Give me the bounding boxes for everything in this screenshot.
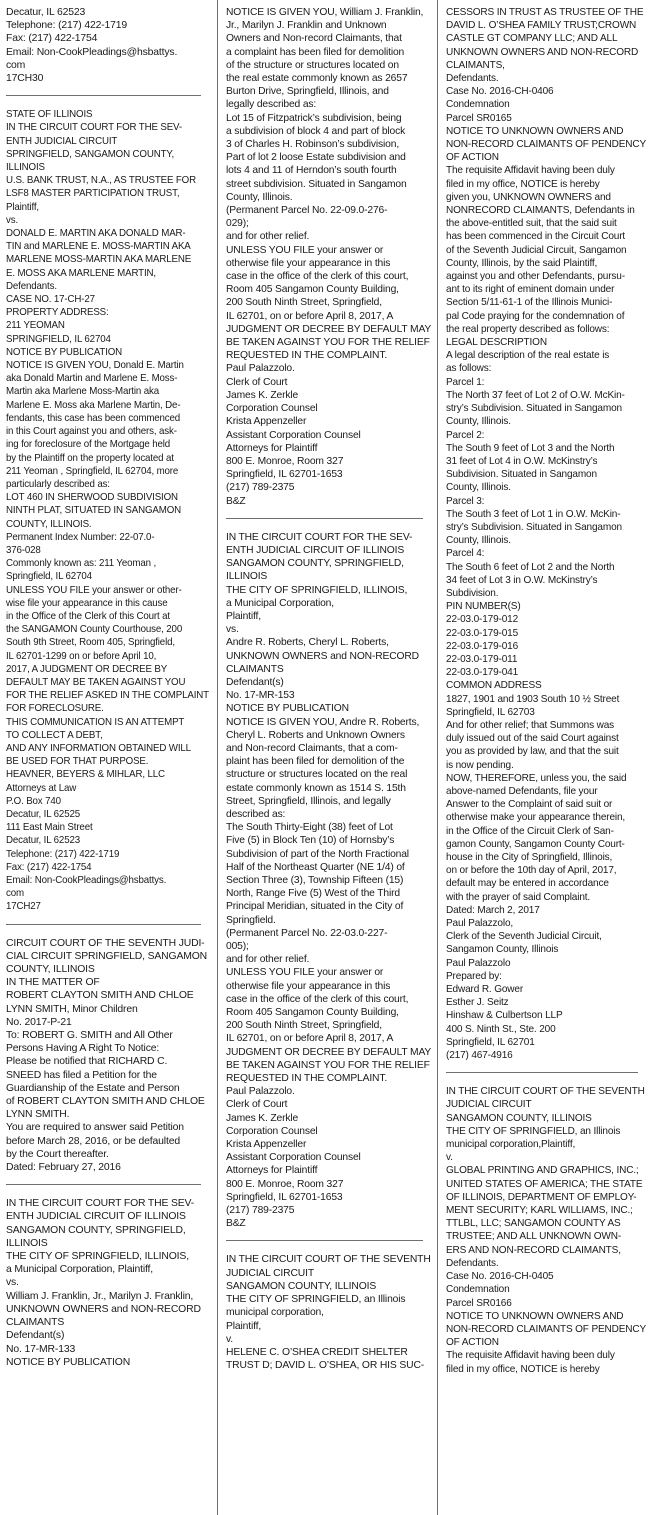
notice-separator (226, 518, 423, 519)
notice-separator (6, 95, 201, 96)
notice-text: IN THE CIRCUIT COURT FOR THE SEV- ENTH JUDICIAL CIRCUIT OF ILLINOIS SANGAMON COUNTY, SPRINGFIELD, ILLINOIS THE CITY OF SPRINGFIELD, ILLINOIS, a Municipal Corporation, Plaintiff, vs. Andre R. Roberts, Cheryl L. Roberts, UNKNOWN OWNERS and NON-RECORD CLAIMANTS Defendant(s) No. 17-MR-153 NOTICE BY PUBLICATION NOTICE IS GIVEN YOU, Andre R. Roberts, Cheryl L. Roberts and Unknown Owners and Non-record Claimants, that a com- plaint has been filed for demolition of the structure or structures located on the real estate commonly known as 1514 S. 15th Street, Springfield, Illinois, and legally described as: The South Thirty-Eight (38) feet of Lot Five (5) in Block Ten (10) of Hornsby’s Subdivision of part of the North Fractional Half of the Northeast Quarter (NE 1/4) of Section Three (3), Township Fifteen (15) North, Range Five (5) West of the Third Principal Meridian, situated in the City of Springfield. (Permanent Parcel No. 22-03.0-227- 005); and for other relief. UNLESS YOU FILE your answer or otherwise file your appearance in this case in the office of the clerk of this court, Room 405 Sangamon County Building, 200 South Ninth Street, Springfield, IL 62701, on or before April 8, 2017, A JUDGMENT OR DECREE BY DEFAULT MAY BE TAKEN AGAINST YOU FOR THE RELIEF REQUESTED IN THE COMPLAINT. Paul Palazzolo. Clerk of Court James K. Zerkle Corporation Counsel Krista Appenzeller Assistant Corporation Counsel Attorneys for Plaintiff 800 E. Monroe, Room 327 Springfield, IL 62701-1653 (217) 789-2375 B&Z (226, 531, 431, 1230)
notice-text: IN THE CIRCUIT COURT OF THE SEVENTH JUDICIAL CIRCUIT SANGAMON COUNTY, ILLINOIS THE CITY OF SPRINGFIELD, an Illinois municipal corporation, Plaintiff, v. HELENE C. O’SHEA CREDIT SHELTER TRUST D; DAVID L. O’SHEA, OR HIS SUC- (226, 1254, 431, 1372)
notice-text: CIRCUIT COURT OF THE SEVENTH JUDI- CIAL CIRCUIT SPRINGFIELD, SANGAMON COUNTY, ILLINOIS IN THE MATTER OF ROBERT CLAYTON SMITH AND CHLOE LYNN SMITH, Minor Children No. 2017-P-21 To: ROBERT G. SMITH and All Other Persons Having A Right To Notice: Please be notified that RICHARD C. SNEED has filed a Petition for the Guardianship of the Estate and Person of ROBERT CLAYTON SMITH AND CHLOE LYNN SMITH. You are required to answer said Petition before March 28, 2016, or be defaulted by the Court thereafter. Dated: February 27, 2016 (6, 937, 208, 1174)
column-left (6, 0, 209, 1515)
notice-separator (226, 1240, 423, 1241)
notice-text: STATE OF ILLINOIS IN THE CIRCUIT COURT FOR THE SEV- ENTH JUDICIAL CIRCUIT SPRINGFIELD, SANGAMON COUNTY, ILLINOIS U.S. BANK TRUST, N.A., AS TRUSTEE FOR LSF8 MASTER PARTICIPATION TRUST, Plaintiff, vs. DONALD E. MARTIN AKA DONALD MAR- TIN and MARLENE E. MOSS-MARTIN AKA MARLENE MOSS-MARTIN AKA MARLENE E. MOSS AKA MARLENE MARTIN, Defendants. CASE NO. 17-CH-27 PROPERTY ADDRESS: 211 YEOMAN SPRINGFIELD, IL 62704 NOTICE BY PUBLICATION NOTICE IS GIVEN YOU, Donald E. Martin aka Donald Martin and Marlene E. Moss- Martin aka Marlene Moss-Martin aka Marlene E. Moss aka Marlene Martin, De- fendants, this case has been commenced in this Court against you and others, ask- ing for foreclosure of the Mortgage held by the Plaintiff on the property located at 211 Yeoman , Springfield, IL 62704, more particularly described as: LOT 460 IN SHERWOOD SUBDIVISION NINTH PLAT, SITUATED IN SANGAMON COUNTY, ILLINOIS. Permanent Index Number: 22-07.0- 376-028 Commonly known as: 211 Yeoman , Springfield, IL 62704 UNLESS YOU FILE your answer or other- wise file your appearance in this cause in the Office of the Clerk of this Court at the SANGAMON County Courthouse, 200 South 9th Street, Room 405, Springfield, IL 62701-1299 on or before April 10, 2017, A JUDGMENT OR DECREE BY DEFAULT MAY BE TAKEN AGAINST YOU FOR THE RELIEF ASKED IN THE COMPLAINT FOR FORECLOSURE. THIS COMMUNICATION IS AN ATTEMPT TO COLLECT A DEBT, AND ANY INFORMATION OBTAINED WILL BE USED FOR THAT PURPOSE. HEAVNER, BEYERS & MIHLAR, LLC Attorneys at Law P.O. Box 740 Decatur, IL 62525 111 East Main Street Decatur, IL 62523 Telephone: (217) 422-1719 Fax: (217) 422-1754 Email: Non-CookPleadings@hsbattys. com 17CH27 (6, 109, 209, 913)
column-right (446, 0, 646, 1515)
notice-text: IN THE CIRCUIT COURT FOR THE SEV- ENTH JUDICIAL CIRCUIT OF ILLINOIS SANGAMON COUNTY, SPRINGFIELD, ILLINOIS THE CITY OF SPRINGFIELD, ILLINOIS, a Municipal Corporation, Plaintiff, vs. William J. Franklin, Jr., Marilyn J. Franklin, UNKNOWN OWNERS and NON-RECORD CLAIMANTS Defendant(s) No. 17-MR-133 NOTICE BY PUBLICATION (6, 1198, 201, 1368)
column-middle (226, 0, 431, 1515)
notice-separator (446, 1072, 638, 1073)
notice-text: CESSORS IN TRUST AS TRUSTEE OF THE DAVID L. O’SHEA FAMILY TRUST;CROWN CASTLE GT COMPANY LLC; AND ALL UNKNOWN OWNERS AND NON-RECORD CLAIMANTS, Defendants. Case No. 2016-CH-0406 Condemnation Parcel SR0165 NOTICE TO UNKNOWN OWNERS AND NON-RECORD CLAIMANTS OF PENDENCY OF ACTION The requisite Affidavit having been duly filed in my office, NOTICE is hereby given you, UNKNOWN OWNERS and NONRECORD CLAIMANTS, Defendants in the above-entitled suit, that the said suit has been commenced in the Circuit Court of the Seventh Judicial Circuit, Sangamon County, Illinois, by the said Plaintiff, against you and other Defendants, pursu- ant to its right of eminent domain under Section 5/11-61-1 of the Illinois Munici- pal Code praying for the condemnation of the real property described as follows: LEGAL DESCRIPTION A legal description of the real estate is as follows: Parcel 1: The North 37 feet of Lot 2 of O.W. McKin- stry’s Subdivision. Situated in Sangamon County, Illinois. Parcel 2: The South 9 feet of Lot 3 and the North 31 feet of Lot 4 in O.W. McKinstry’s Subdivision. Situated in Sangamon County, Illinois. Parcel 3: The South 3 feet of Lot 1 in O.W. McKin- stry’s Subdivision. Situated in Sangamon County, Illinois. Parcel 4: The South 6 feet of Lot 2 and the North 34 feet of Lot 3 in O.W. McKinstry’s Subdivision. PIN NUMBER(S) 22-03.0-179-012 22-03.0-179-015 22-03.0-179-016 22-03.0-179-011 22-03.0-179-041 COMMON ADDRESS 1827, 1901 and 1903 South 10 ½ Street Springfield, IL 62703 And for other relief; that Summons was duly issued out of the said Court against you as provided by law, and that the suit is now pending. NOW, THEREFORE, unless you, the said above-named Defendants, file your Answer to the Complaint of said suit or otherwise make your appearance therein, in the Office of the Circuit Clerk of San- gamon County, Sangamon County Court- house in the City of Springfield, Illinois, on or before the 10th day of April, 2017, default may be entered in accordance with the prayer of said Complaint. Dated: March 2, 2017 Paul Palazzolo, Clerk of the Seventh Judicial Circuit, Sangamon County, Illinois Paul Palazzolo Prepared by: Edward R. Gower Esther J. Seitz Hinshaw & Culbertson LLP 400 S. Ninth St., Ste. 200 Springfield, IL 62701 (217) 467-4916 (446, 7, 646, 1062)
notice-text: NOTICE IS GIVEN YOU, William J. Franklin, Jr., Marilyn J. Franklin and Unknown Owners and Non-record Claimants, that a complaint has been filed for demolition of the structure or structures located on the real estate commonly known as 2657 Burton Drive, Springfield, Illinois, and legally described as: Lot 15 of Fitzpatrick’s subdivision, being a subdivision of block 4 and part of block 3 of Charles H. Robinson’s subdivision, Part of lot 2 loose Estate subdivision and lots 4 and 11 of Herndon’s south fourth street subdivision. Situated in Sangamon County, Illinois. (Permanent Parcel No. 22-09.0-276- 029); and for other relief. UNLESS YOU FILE your answer or otherwise file your appearance in this case in the office of the clerk of this court, Room 405 Sangamon County Building, 200 South Ninth Street, Springfield, IL 62701, on or before April 8, 2017, A JUDGMENT OR DECREE BY DEFAULT MAY BE TAKEN AGAINST YOU FOR THE RELIEF REQUESTED IN THE COMPLAINT. Paul Palazzolo. Clerk of Court James K. Zerkle Corporation Counsel Krista Appenzeller Assistant Corporation Counsel Attorneys for Plaintiff 800 E. Monroe, Room 327 Springfield, IL 62701-1653 (217) 789-2375 B&Z (226, 7, 431, 507)
notice-text: Decatur, IL 62523 Telephone: (217) 422-1719 Fax: (217) 422-1754 Email: Non-CookPleadings@hsbattys. com 17CH30 (6, 7, 178, 85)
notice-text: IN THE CIRCUIT COURT OF THE SEVENTH JUDICIAL CIRCUIT SANGAMON COUNTY, ILLINOIS THE CITY OF SPRINGFIELD, an Illinois municipal corporation,Plaintiff, v. GLOBAL PRINTING AND GRAPHICS, INC.; UNITED STATES OF AMERICA; THE STATE OF ILLINOIS, DEPARTMENT OF EMPLOY- MENT SECURITY; KARL WILLIAMS, INC.; TTLBL, LLC; SANGAMON COUNTY AS TRUSTEE; AND ALL UNKNOWN OWN- ERS AND NON-RECORD CLAIMANTS, Defendants. Case No. 2016-CH-0405 Condemnation Parcel SR0166 NOTICE TO UNKNOWN OWNERS AND NON-RECORD CLAIMANTS OF PENDENCY OF ACTION The requisite Affidavit having been duly filed in my office, NOTICE is hereby (446, 1086, 646, 1375)
column-divider (217, 0, 218, 1515)
notice-separator (6, 1184, 201, 1185)
column-divider (437, 0, 438, 1515)
notice-separator (6, 924, 201, 925)
